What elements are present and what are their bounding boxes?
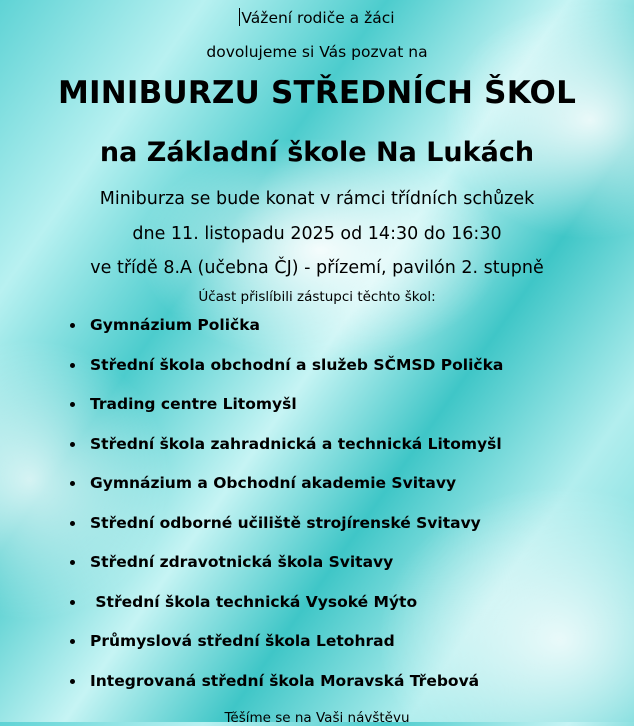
school-name: Integrovaná střední škola Moravská Třebová <box>90 671 480 690</box>
list-item <box>0 622 634 662</box>
closing-line: Těšíme se na Vaši návštěvu <box>224 710 410 726</box>
school-name: Průmyslová střední škola Letohrad <box>90 632 395 650</box>
list-item <box>0 464 634 504</box>
page-subtitle: na Základní škole Na Lukách <box>99 137 535 168</box>
bullet-icon <box>70 363 75 368</box>
school-name: Gymnázium a Obchodní akademie Svitavy <box>90 474 457 492</box>
bullet-icon <box>70 323 75 328</box>
bullet-icon <box>70 521 75 526</box>
bullet-icon <box>70 560 75 565</box>
school-name: Střední škola obchodní a služeb SČMSD Polička <box>90 355 504 374</box>
bullet-icon <box>70 639 75 644</box>
info-line-meeting: Miniburza se bude konat v rámci třídních schůzek <box>99 189 535 209</box>
list-item <box>0 425 634 465</box>
bullet-icon <box>70 442 75 447</box>
bullet-icon <box>70 402 75 407</box>
participation-note: Účast přislíbili zástupci těchto škol: <box>198 289 436 305</box>
greeting-text: Vážení rodiče a žáci <box>241 9 395 27</box>
list-item <box>0 583 634 623</box>
list-item <box>0 385 634 425</box>
greeting-line <box>0 8 634 27</box>
page-title: MINIBURZU STŘEDNÍCH ŠKOL <box>57 75 577 111</box>
school-name: Střední zdravotnická škola Svitavy <box>90 553 394 571</box>
school-name: Střední odborné učiliště strojírenské Svitavy <box>90 513 481 532</box>
list-item <box>0 504 634 544</box>
list-item <box>0 543 634 583</box>
invite-line: dovolujeme si Vás pozvat na <box>206 43 428 61</box>
bullet-icon <box>70 600 75 605</box>
school-name: Střední škola zahradnická a technická Litomyšl <box>90 434 502 453</box>
school-name: Trading centre Litomyšl <box>90 395 297 413</box>
list-item <box>0 306 634 346</box>
bullet-icon <box>70 679 75 684</box>
school-name: Střední škola technická Vysoké Mýto <box>90 592 418 611</box>
list-item <box>0 346 634 386</box>
list-item <box>0 662 634 702</box>
school-name: Gymnázium Polička <box>90 316 260 334</box>
school-list <box>0 306 634 701</box>
bullet-icon <box>70 481 75 486</box>
info-line-date: dne 11. listopadu 2025 od 14:30 do 16:30 <box>132 224 502 244</box>
info-line-location: ve třídě 8.A (učebna ČJ) - přízemí, pavilón 2. stupně <box>90 258 544 278</box>
